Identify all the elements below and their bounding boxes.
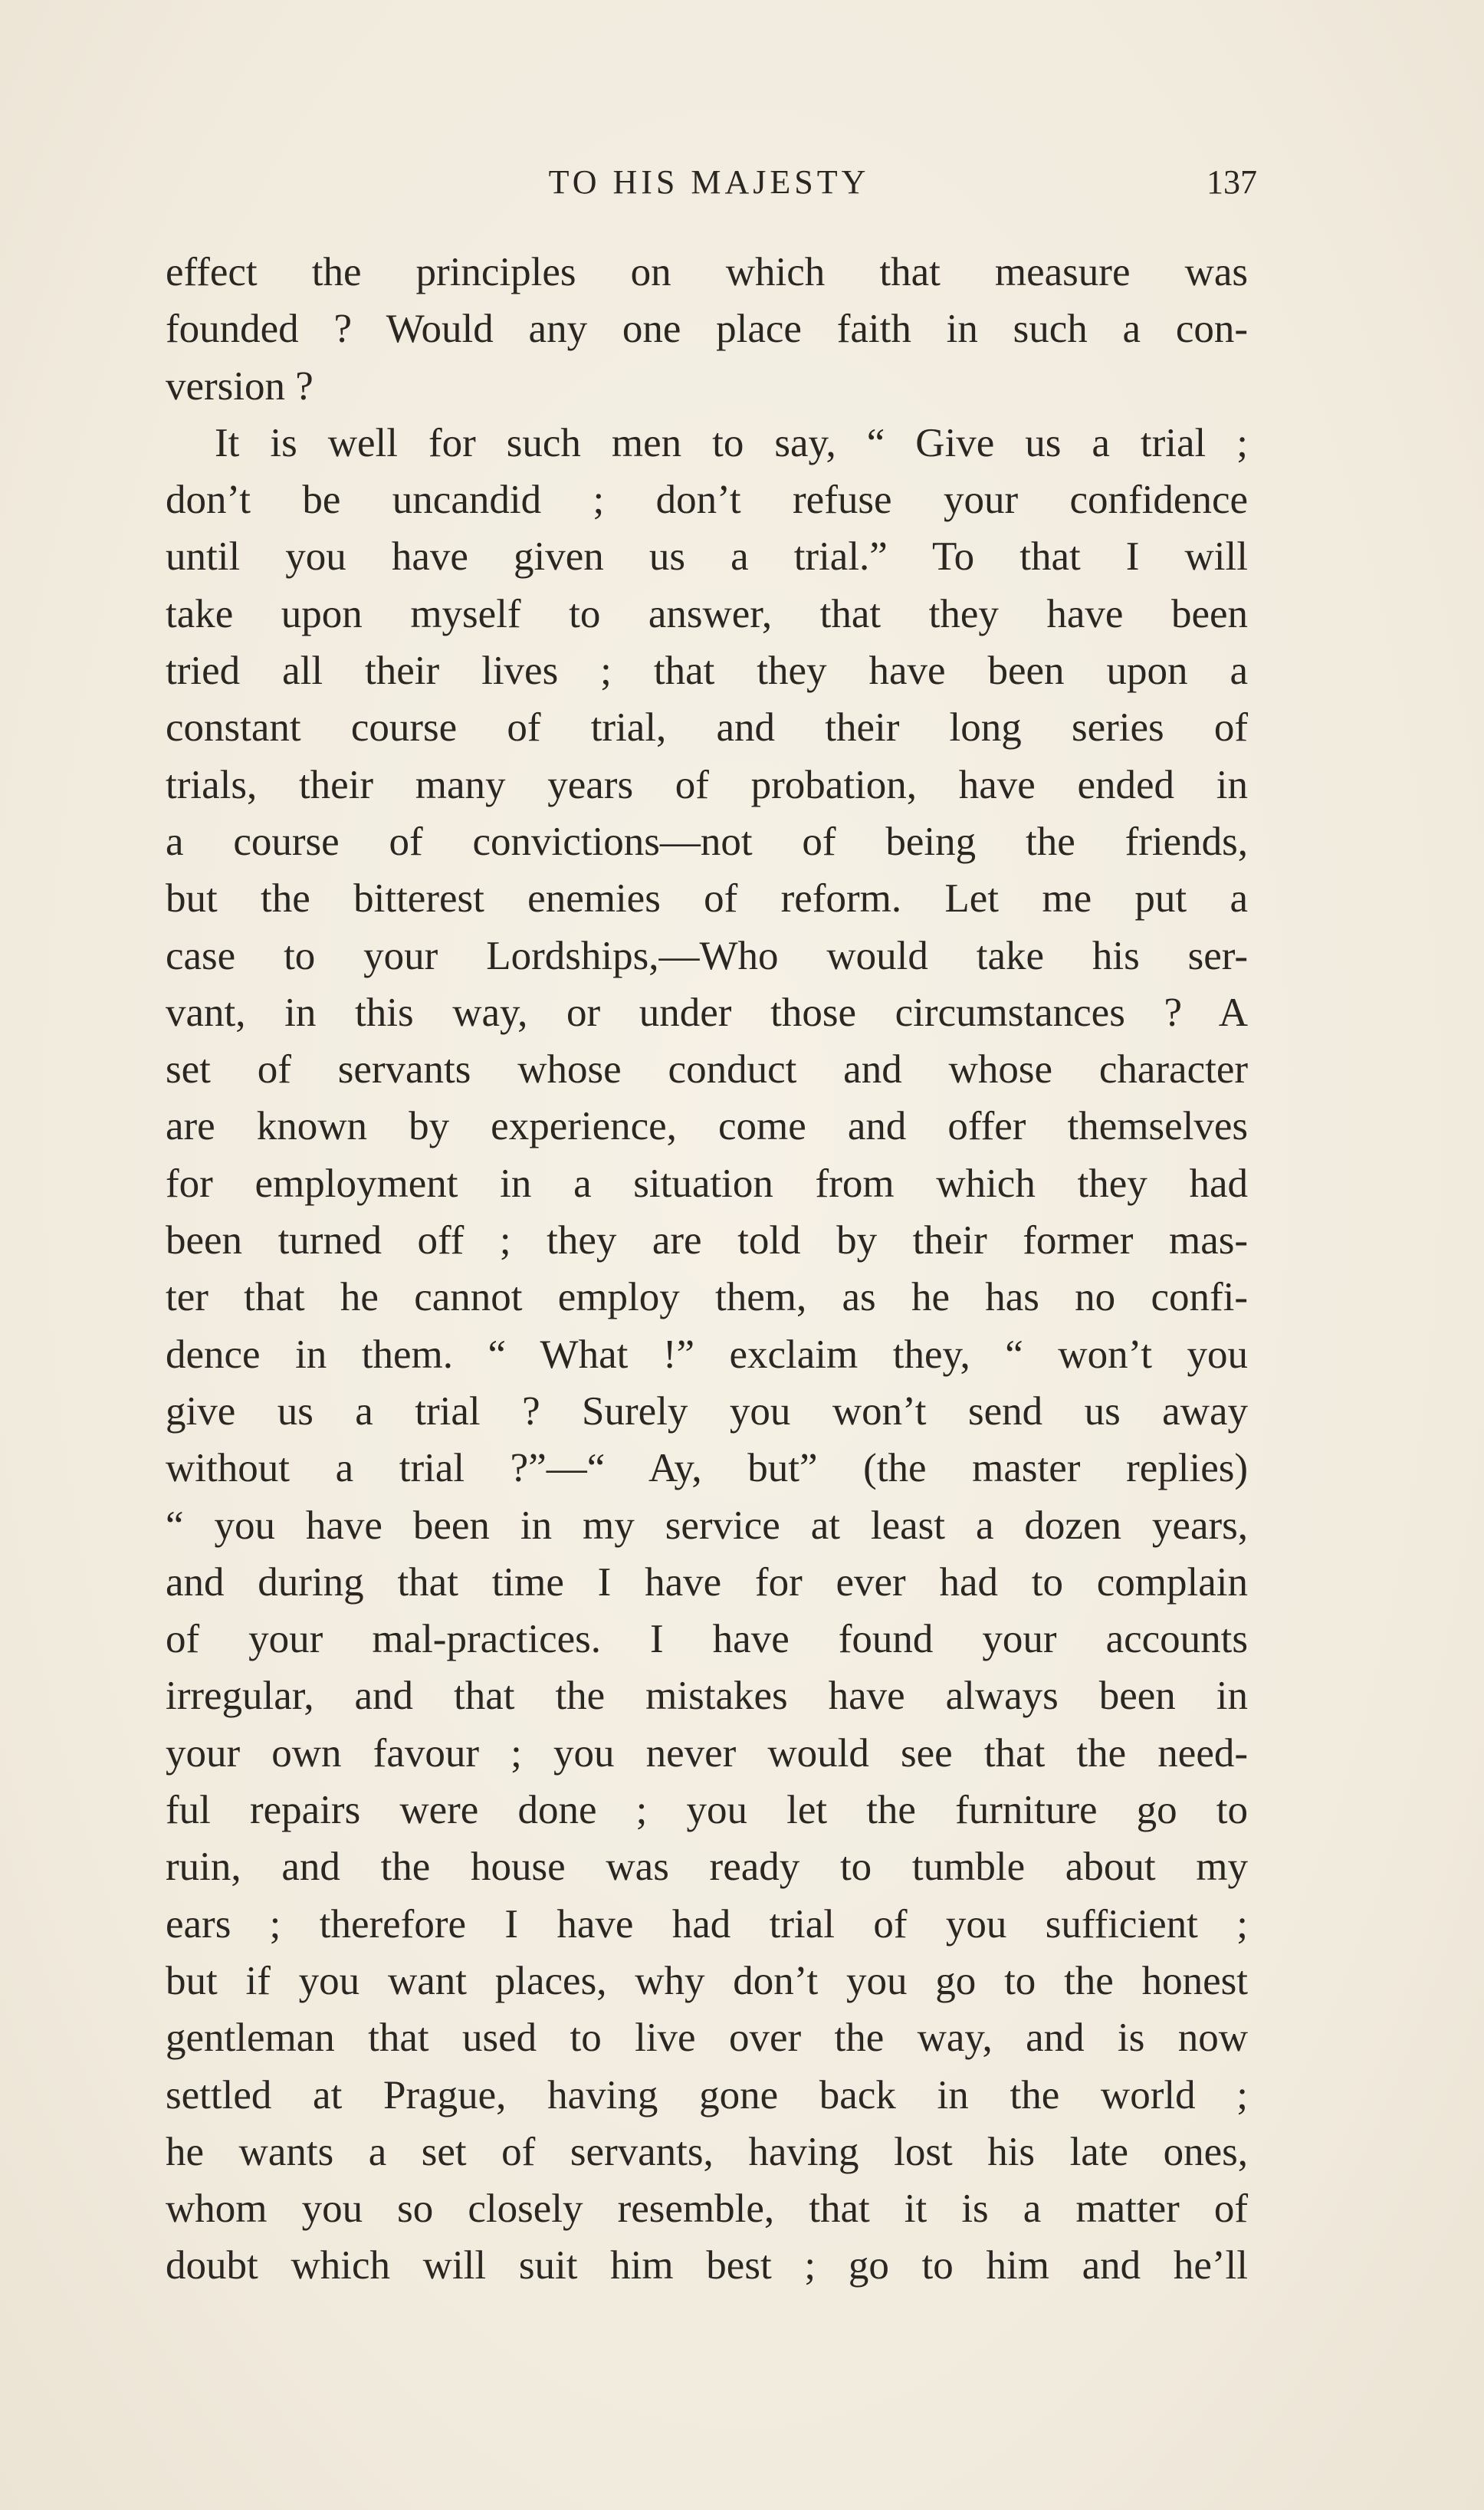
text-line: take upon myself to answer, that they have been bbox=[166, 591, 1248, 636]
text-line: your own favour ; you never would see that the need- bbox=[166, 1730, 1248, 1776]
text-line: ruin, and the house was ready to tumble about my bbox=[166, 1845, 1248, 1890]
body-text bbox=[166, 244, 1248, 2295]
text-line: “ you have been in my service at least a dozen years, bbox=[166, 1503, 1248, 1548]
text-line: without a trial ?”—“ Ay, but” (the master replies) bbox=[166, 1446, 1248, 1491]
text-line: but if you want places, why don’t you go to the honest bbox=[166, 1958, 1248, 2003]
text-line: don’t be uncandid ; don’t refuse your confidence bbox=[166, 478, 1248, 523]
text-line: give us a trial ? Surely you won’t send us away bbox=[166, 1388, 1248, 1434]
running-head bbox=[161, 159, 1257, 205]
text-line: set of servants whose conduct and whose character bbox=[166, 1047, 1248, 1092]
text-line: and during that time I have for ever had to complain bbox=[166, 1559, 1248, 1605]
text-line: ter that he cannot employ them, as he has no confi- bbox=[166, 1275, 1248, 1320]
text-line: trials, their many years of probation, have ended in bbox=[166, 762, 1248, 807]
text-line: doubt which will suit him best ; go to him and he’ll bbox=[166, 2243, 1248, 2288]
text-line: are known by experience, come and offer themselves bbox=[166, 1104, 1248, 1149]
text-line: tried all their lives ; that they have been upon a bbox=[166, 649, 1248, 694]
text-line: effect the principles on which that measure was bbox=[166, 250, 1248, 294]
text-line: a course of convictions—not of being the friends, bbox=[166, 819, 1248, 864]
text-line: for employment in a situation from which they had bbox=[166, 1161, 1248, 1206]
text-line: case to your Lordships,—Who would take his ser- bbox=[166, 933, 1248, 978]
text-line: of your mal-practices. I have found your accounts bbox=[166, 1617, 1248, 1662]
page-number: 137 bbox=[1207, 163, 1257, 201]
text-line: dence in them. “ What !” exclaim they, “ won’t you bbox=[166, 1332, 1248, 1377]
text-line: settled at Prague, having gone back in the world ; bbox=[166, 2072, 1248, 2117]
text-line: been turned off ; they are told by their former mas- bbox=[166, 1218, 1248, 1263]
text-line: It is well for such men to say, “ Give us a trial ; bbox=[215, 420, 1248, 465]
running-title: TO HIS MAJESTY bbox=[548, 163, 870, 201]
text-line: ears ; therefore I have had trial of you sufficient ; bbox=[166, 1901, 1248, 1947]
text-line: founded ? Would any one place faith in such a con- bbox=[166, 307, 1248, 352]
text-line: whom you so closely resemble, that it is a matter of bbox=[166, 2186, 1248, 2232]
text-line: constant course of trial, and their long series of bbox=[166, 705, 1248, 751]
text-line: ful repairs were done ; you let the furniture go to bbox=[166, 1788, 1248, 1833]
text-line: until you have given us a trial.” To that I will bbox=[166, 534, 1248, 580]
text-line: he wants a set of servants, having lost his late ones, bbox=[166, 2129, 1248, 2174]
text-line: irregular, and that the mistakes have always been in bbox=[166, 1674, 1248, 1719]
text-line: vant, in this way, or under those circumstances ? A bbox=[166, 990, 1248, 1035]
text-line: version ? bbox=[166, 363, 314, 409]
text-line: but the bitterest enemies of reform. Let me put a bbox=[166, 876, 1248, 922]
text-line: gentleman that used to live over the way, and is now bbox=[166, 2016, 1248, 2061]
